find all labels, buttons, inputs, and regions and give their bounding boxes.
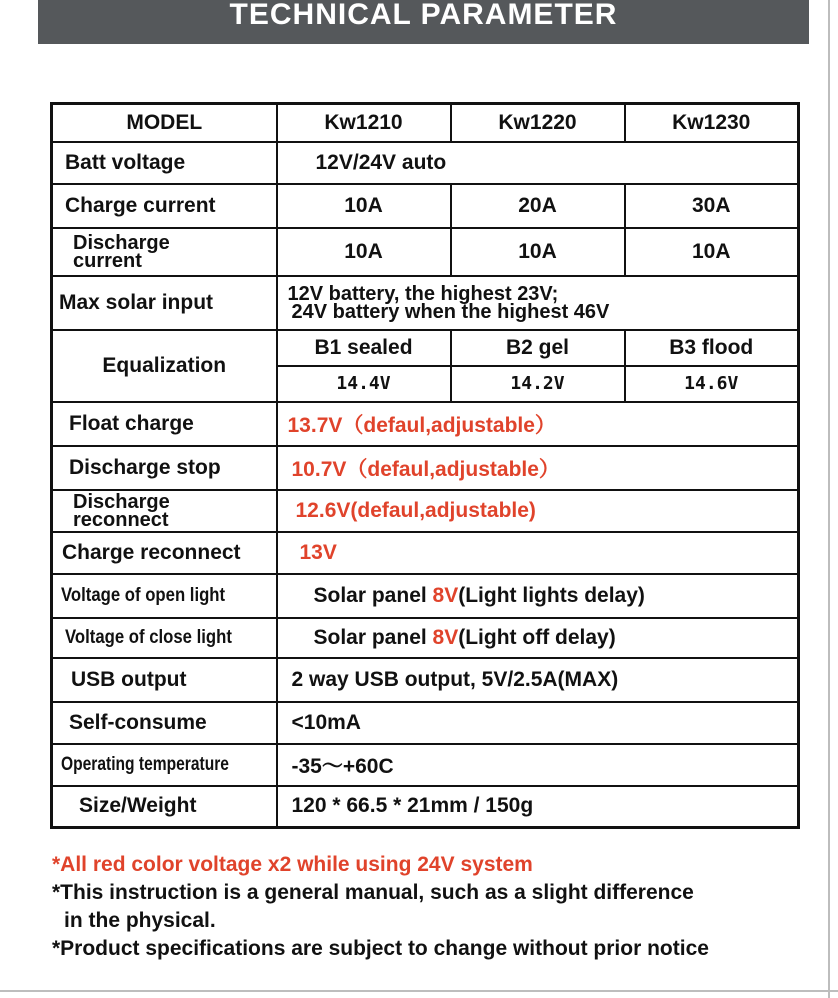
table-row-discharge-current: [52, 228, 799, 276]
page-title: TECHNICAL PARAMETER: [229, 0, 618, 31]
discharge-stop-label: Discharge stop: [52, 446, 277, 490]
float-charge-value: 13.7V（defaul,adjustable）: [277, 402, 799, 446]
table-row-discharge-stop: [52, 446, 799, 490]
close-light-label: [52, 618, 277, 658]
discharge-current-label: [52, 228, 277, 276]
open-light-prefix: Solar panel: [313, 583, 433, 607]
batt-voltage-value: 12V/24V auto: [277, 142, 799, 184]
discharge-reconnect-label-line1: Discharge: [73, 490, 170, 513]
table-row-charge-current: [52, 184, 799, 228]
charge-current-label: Charge current: [52, 184, 277, 228]
discharge-current-kw1230: 10A: [625, 228, 799, 276]
discharge-reconnect-label-line2: reconnect: [73, 508, 169, 531]
close-light-suffix: (Light off delay): [458, 625, 616, 649]
table-row-close-light: [52, 618, 799, 658]
model-kw1220: Kw1220: [451, 104, 625, 142]
table-row-batt-voltage: [52, 142, 799, 184]
equalization-type-b3: B3 flood: [625, 330, 799, 366]
notes: [52, 851, 822, 963]
header-band: [38, 0, 809, 44]
table-row-usb-output: [52, 658, 799, 702]
discharge-current-kw1210: 10A: [277, 228, 451, 276]
discharge-reconnect-value: 12.6V(defaul,adjustable): [277, 490, 799, 532]
operating-temperature-label-text: Operating temperature: [61, 753, 229, 775]
equalization-label: Equalization: [52, 330, 277, 402]
max-solar-input-line1: 12V battery, the highest 23V;: [287, 282, 559, 305]
table-row-size-weight: [52, 786, 799, 828]
open-light-label: [52, 574, 277, 618]
usb-output-value: 2 way USB output, 5V/2.5A(MAX): [277, 658, 799, 702]
discharge-current-label-line2: current: [73, 249, 142, 272]
note-general-manual-line2: in the physical.: [64, 909, 216, 932]
close-light-value: [277, 618, 799, 658]
float-charge-label: Float charge: [52, 402, 277, 446]
equalization-value-b2: 14.2V: [451, 366, 625, 402]
equalization-value-b3: 14.6V: [625, 366, 799, 402]
table-row-discharge-reconnect: [52, 490, 799, 532]
table-row-operating-temperature: [52, 744, 799, 786]
close-light-highlight: 8V: [432, 625, 459, 649]
model-label: MODEL: [52, 104, 277, 142]
open-light-value: [277, 574, 799, 618]
operating-temperature-value: -35～+60C: [277, 744, 799, 786]
self-consume-value: <10mA: [277, 702, 799, 744]
model-kw1230: Kw1230: [625, 104, 799, 142]
table-row-max-solar-input: [52, 276, 799, 330]
note-red-voltage: *All red color voltage x2 while using 24V system: [52, 853, 533, 876]
charge-current-kw1220: 20A: [451, 184, 625, 228]
equalization-type-b2: B2 gel: [451, 330, 625, 366]
open-light-label-text: Voltage of open light: [61, 584, 226, 606]
operating-temperature-label: [52, 744, 277, 786]
model-kw1210: Kw1210: [277, 104, 451, 142]
open-light-suffix: (Light lights delay): [458, 583, 645, 607]
size-weight-label: Size/Weight: [52, 786, 277, 828]
right-edge-rule: [828, 0, 830, 998]
charge-reconnect-value: 13V: [277, 532, 799, 574]
table-row-charge-reconnect: [52, 532, 799, 574]
table-row-open-light: [52, 574, 799, 618]
note-spec-change: *Product specifications are subject to change without prior notice: [52, 937, 709, 960]
table-row-equalization-types: [52, 330, 799, 366]
self-consume-label: Self-consume: [52, 702, 277, 744]
table-row-model: [52, 104, 799, 142]
bottom-edge-rule: [0, 990, 838, 992]
discharge-current-kw1220: 10A: [451, 228, 625, 276]
table-row-self-consume: [52, 702, 799, 744]
charge-current-kw1210: 10A: [277, 184, 451, 228]
equalization-type-b1: B1 sealed: [277, 330, 451, 366]
max-solar-input-label: Max solar input: [52, 276, 277, 330]
max-solar-input-line2: 24V battery when the highest 46V: [291, 300, 610, 323]
table-row-float-charge: [52, 402, 799, 446]
note-general-manual-line1: *This instruction is a general manual, such as a slight difference: [52, 881, 694, 904]
usb-output-label: USB output: [52, 658, 277, 702]
discharge-current-label-line1: Discharge: [73, 231, 170, 254]
open-light-highlight: 8V: [432, 583, 459, 607]
discharge-stop-value: 10.7V（defaul,adjustable）: [277, 446, 799, 490]
max-solar-input-value: [277, 276, 799, 330]
batt-voltage-label: Batt voltage: [52, 142, 277, 184]
charge-reconnect-label: Charge reconnect: [52, 532, 277, 574]
close-light-prefix: Solar panel: [313, 625, 433, 649]
equalization-value-b1: 14.4V: [277, 366, 451, 402]
discharge-reconnect-label: [52, 490, 277, 532]
size-weight-value: 120 * 66.5 * 21mm / 150g: [277, 786, 799, 828]
charge-current-kw1230: 30A: [625, 184, 799, 228]
spec-table: [50, 102, 800, 829]
close-light-label-text: Voltage of close light: [65, 626, 232, 648]
